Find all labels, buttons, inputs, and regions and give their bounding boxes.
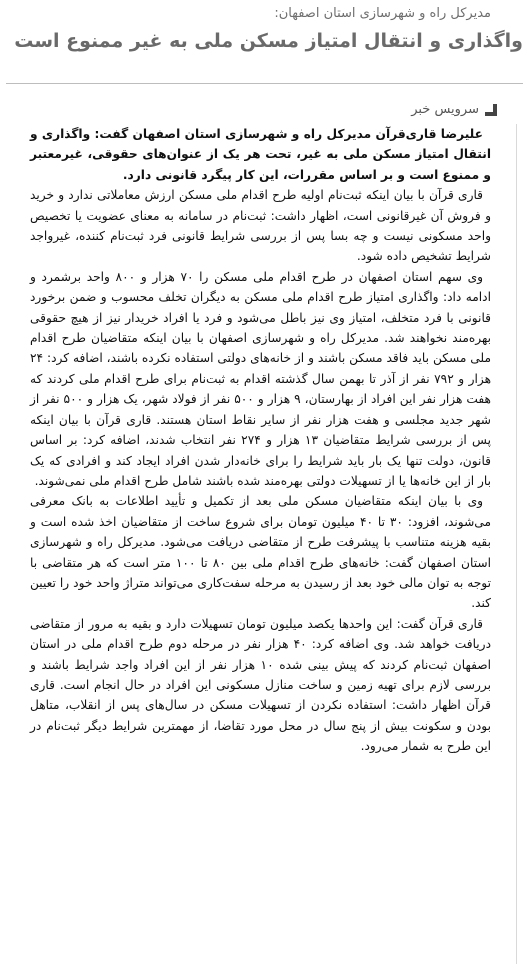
headline-divider [6, 83, 523, 84]
body-paragraph: وی سهم استان اصفهان در طرح اقدام ملی مسکن را ۷۰ هزار و ۸۰۰ واحد برشمرد و ادامه داد: واگذاری امتیاز طرح اقدام ملی مسکن به دیگران تخلف محسوب و ضمن برخورد قانونی با فرد متخلف، امتیاز وی نیز باطل می‌شود و فرد یا افراد خریدار نیز از هیچ حقوقی بهره‌مند نخواهند شد. مدیرکل راه و شهرسازی اصفهان با بیان اینکه متقاضیان طرح اقدام ملی مسکن باید فاقد مسکن باشند و از خانه‌های دولتی استفاده نکرده باشند، اضافه کرد: ۲۴ هزار و ۷۹۲ نفر از آذر تا بهمن سال گذشته اقدام به ثبت‌نام برای طرح اقدام ملی کردند که هفت هزار نفر این افراد از بهارستان، ۹ هزار و ۵۰۰ نفر از فولاد شهر، یک هزار و ۵۰۰ نفر از شهر جدید مجلسی و هفت هزار نفر از سایر نقاط استان هستند. قاری قرآن با بیان اینکه پس از بررسی شرایط متقاضیان ۱۳ هزار و ۲۷۴ نفر انتخاب شدند، اضافه کرد: بر اساس قانون، دولت تنها یک بار باید شرایط را برای خانه‌دار شدن افراد ایجاد کند و افرادی که یک بار از این خانه‌ها یا از تسهیلات دولتی بهره‌مند شده باشند شامل طرح اقدام ملی نمی‌شوند. [30, 269, 491, 488]
column-rule [516, 124, 517, 964]
article-body [30, 124, 491, 757]
lead-paragraph: علیرضا قاری‌قرآن مدیرکل راه و شهرسازی استان اصفهان گفت: واگذاری و انتقال امتیاز مسکن ملی به غیر، تحت هر یک از عنوان‌های حقوقی، غیرمعتبر و ممنوع است و بر اساس مقررات، این کار پیگرد قانونی دارد. [30, 127, 491, 182]
article-kicker: مدیرکل راه و شهرسازی استان اصفهان: [274, 6, 491, 21]
article-byline [411, 102, 497, 117]
body-paragraph: وی با بیان اینکه متقاضیان مسکن ملی بعد از تکمیل و تأیید اطلاعات به بانک معرفی می‌شوند، افزود: ۳۰ تا ۴۰ میلیون تومان برای شروع ساخت از متقاضیان اخذ شده است و بقیه هزینه متناسب با پیشرفت طرح از متقاضی دریافت می‌شود. مدیرکل راه و شهرسازی استان اصفهان گفت: خانه‌های طرح اقدام ملی بین ۸۰ تا ۱۰۰ متر است که هر متقاضی با توجه به توان مالی خود بعد از رسیدن به مرحله سفت‌کاری می‌تواند متراژ واحد خود را تعیین کند. [30, 494, 491, 611]
body-paragraph: قاری قرآن گفت: این واحدها یکصد میلیون تومان تسهیلات دارد و بقیه به مرور از متقاضی دریافت خواهد شد. وی اضافه کرد: ۴۰ هزار نفر در مرحله دوم طرح اقدام ملی در استان اصفهان ثبت‌نام کردند که پیش بینی شده ۱۰ هزار نفر از این افراد واجد شرایط باشند و بررسی لازم برای تهیه زمین و ساخت منازل مسکونی این افراد در حال انجام است. قاری قرآن اظهار داشت: استفاده نکردن از تسهیلات مسکن در سال‌های پس از انقلاب، متاهل بودن و سکونت بیش از پنج سال در محل مورد تقاضا، از مهمترین شرایط دیگر ثبت‌نام در این طرح به شمار می‌رود. [30, 616, 491, 754]
byline-label: سرویس خبر [411, 102, 479, 117]
body-paragraph: قاری قرآن با بیان اینکه ثبت‌نام اولیه طرح اقدام ملی مسکن ارزش معاملاتی ندارد و خرید و فروش آن غیرقانونی است، اظهار داشت: ثبت‌نام در سامانه به معنای عضویت یا تخصیص واحد مسکونی نیست و چه بسا پس از بررسی شرایط قانونی فرد ثبت‌نام کننده، غیرواجد شرایط تشخیص داده شود. [30, 188, 491, 264]
article-headline: واگذاری و انتقال امتیاز مسکن ملی به غیر ممنوع است [14, 30, 523, 52]
corner-bracket-icon [485, 104, 497, 116]
